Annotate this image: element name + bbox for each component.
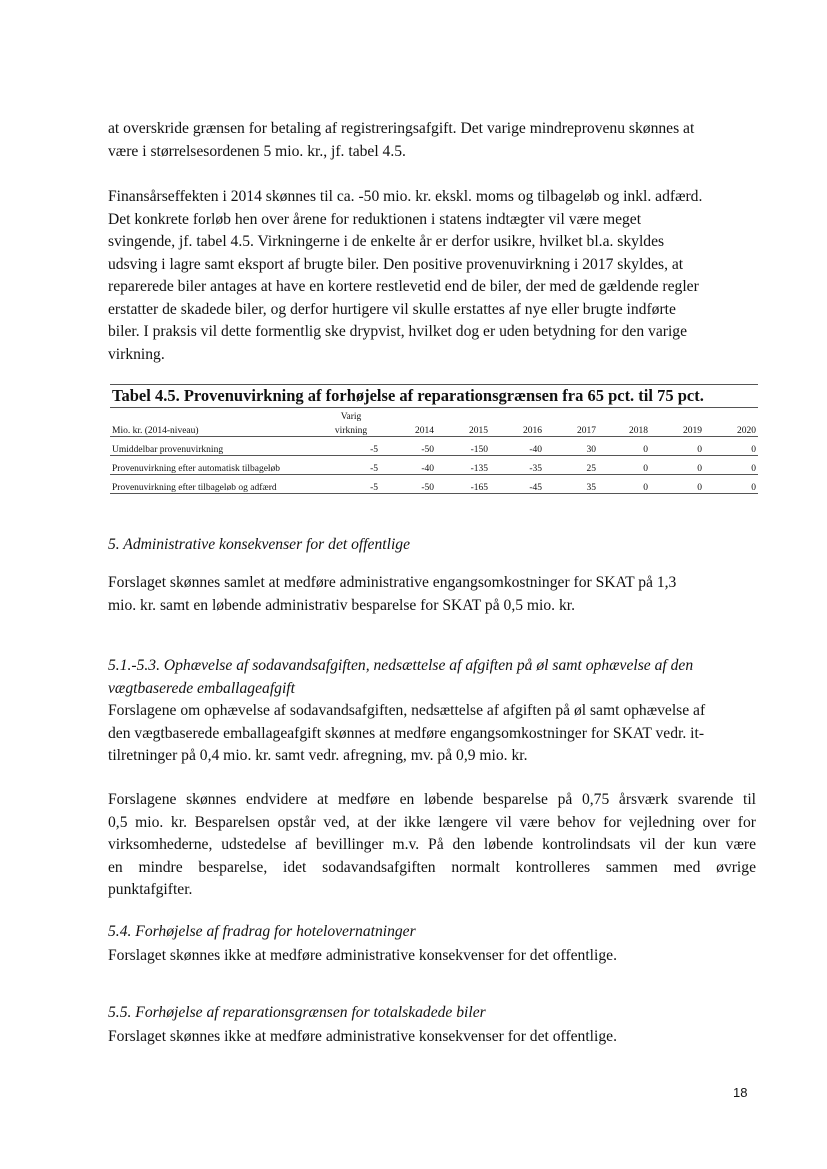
cell-value: -35 <box>490 456 544 475</box>
cell-value: 0 <box>650 475 704 494</box>
text-line: mio. kr. samt en løbende administrativ besparelse for SKAT på 0,5 mio. kr. <box>108 596 576 614</box>
cell-value: 0 <box>704 437 758 456</box>
text-line: 0,5 mio. kr. Besparelsen opstår ved, at der ikke længere vil være behov for vejledning over for <box>108 813 756 831</box>
text-line: at overskride grænsen for betaling af registreringsafgift. Det varige mindreprovenu skønnes at <box>108 120 695 137</box>
cell-value: -50 <box>384 437 436 456</box>
section-5-4-heading: 5.4. Forhøjelse af fradrag for hotelovernatninger <box>108 923 416 940</box>
text-line: Forslagene skønnes endvidere at medføre en løbende besparelse på 0,75 årsværk svarende til <box>108 791 756 808</box>
cell-value: -40 <box>384 456 436 475</box>
table-row <box>110 456 758 475</box>
year-header: 2014 <box>384 422 436 437</box>
year-header: 2020 <box>704 422 758 437</box>
year-header: 2017 <box>544 422 598 437</box>
header-spacer <box>110 408 318 422</box>
table-row <box>110 475 758 494</box>
cell-value: -165 <box>436 475 490 494</box>
table-row <box>110 437 758 456</box>
year-header: 2016 <box>490 422 544 437</box>
section-5-1-heading <box>108 655 758 700</box>
cell-value: 0 <box>704 475 758 494</box>
varig-value: -5 <box>318 475 384 494</box>
text-line: Det konkrete forløb hen over årene for reduktionen i statens indtægter vil være meget <box>108 210 642 228</box>
section-5-5-heading: 5.5. Forhøjelse af reparationsgrænsen for totalskadede biler <box>108 1004 486 1021</box>
year-header: 2019 <box>650 422 704 437</box>
text-line: punktafgifter. <box>108 881 193 898</box>
cell-value: 0 <box>598 437 650 456</box>
section-5-1-paragraph <box>108 700 756 768</box>
page-number: 18 <box>733 1085 748 1100</box>
heading-line: vægtbaserede emballageafgift <box>108 679 295 697</box>
text-line: tilretninger på 0,4 mio. kr. samt vedr. afregning, mv. på 0,9 mio. kr. <box>108 747 528 764</box>
cell-value: 0 <box>650 437 704 456</box>
cell-value: 35 <box>544 475 598 494</box>
cell-value: -45 <box>490 475 544 494</box>
cell-value: 25 <box>544 456 598 475</box>
year-header: 2015 <box>436 422 490 437</box>
year-header: 2018 <box>598 422 650 437</box>
row-label: Provenuvirkning efter tilbageløb og adfærd <box>110 475 318 494</box>
varig-header-line1: Varig <box>340 412 362 422</box>
table-grid <box>110 408 758 494</box>
varig-value: -5 <box>318 456 384 475</box>
cell-value: -135 <box>436 456 490 475</box>
section-5-heading: 5. Administrative konsekvenser for det offentlige <box>108 536 410 553</box>
text-line: svingende, jf. tabel 4.5. Virkningerne i de enkelte år er derfor usikre, hvilket bl.a. skyldes <box>108 233 665 250</box>
row-label: Umiddelbar provenuvirkning <box>110 437 318 456</box>
varig-header-line2: virkning <box>318 422 384 437</box>
text-line: Forslaget skønnes samlet at medføre administrative engangsomkostninger for SKAT på 1,3 <box>108 574 677 591</box>
text-line: reparerede biler antages at have en kortere restlevetid end de biler, der med de gældende regler <box>108 278 699 295</box>
unit-label: Mio. kr. (2014-niveau) <box>110 422 318 437</box>
varig-value: -5 <box>318 437 384 456</box>
text-line: være i størrelsesordenen 5 mio. kr., jf. tabel 4.5. <box>108 142 406 160</box>
heading-line: 5.1.-5.3. Ophævelse af sodavandsafgiften, nedsættelse af afgiften på øl samt ophævelse af den <box>108 657 694 674</box>
text-line: biler. I praksis vil dette formentlig ske drypvist, hvilket dog er uden betydning for den varige <box>108 323 688 340</box>
cell-value: -50 <box>384 475 436 494</box>
cell-value: 0 <box>598 456 650 475</box>
text-line: Finansårseffekten i 2014 skønnes til ca. -50 mio. kr. ekskl. moms og tilbageløb og inkl. adfærd. <box>108 188 703 205</box>
cell-value: -150 <box>436 437 490 456</box>
text-line: den vægtbaserede emballageafgift skønnes at medføre engangsomkostninger for SKAT vedr. it- <box>108 724 705 742</box>
cell-value: 0 <box>598 475 650 494</box>
table-4-5 <box>110 384 758 494</box>
text-line: Forslagene om ophævelse af sodavandsafgiften, nedsættelse af afgiften på øl samt ophævelse af <box>108 702 706 719</box>
section-5-5-paragraph: Forslaget skønnes ikke at medføre administrative konsekvenser for det offentlige. <box>108 1028 617 1045</box>
section-5-4-paragraph: Forslaget skønnes ikke at medføre administrative konsekvenser for det offentlige. <box>108 947 617 964</box>
cell-value: 0 <box>650 456 704 475</box>
intro-paragraph <box>108 118 756 163</box>
table-title: Tabel 4.5. Provenuvirkning af forhøjelse af reparationsgrænsen fra 65 pct. til 75 pct. <box>110 385 758 408</box>
cell-value: 0 <box>704 456 758 475</box>
section-5-paragraph <box>108 572 756 617</box>
cell-value: 30 <box>544 437 598 456</box>
text-line: udsving i lagre samt eksport af brugte biler. Den positive provenuvirkning i 2017 skyldes, at <box>108 255 684 273</box>
cell-value: -40 <box>490 437 544 456</box>
finance-paragraph <box>108 186 756 366</box>
text-line: en mindre besparelse, idet sodavandsafgiften normalt kontrolleres sammen med øvrige <box>108 858 756 876</box>
row-label: Provenuvirkning efter automatisk tilbageløb <box>110 456 318 475</box>
text-line: virkning. <box>108 345 165 363</box>
text-line: erstatter de skadede biler, og derfor hurtigere vil skulle erstattes af nye eller brugte indførte <box>108 300 676 318</box>
text-line: virksomhederne, udstedelse af bevillinger m.v. På den løbende kontrolindsats vil der kun være <box>108 836 756 853</box>
section-5-1-paragraph-2 <box>108 789 756 902</box>
